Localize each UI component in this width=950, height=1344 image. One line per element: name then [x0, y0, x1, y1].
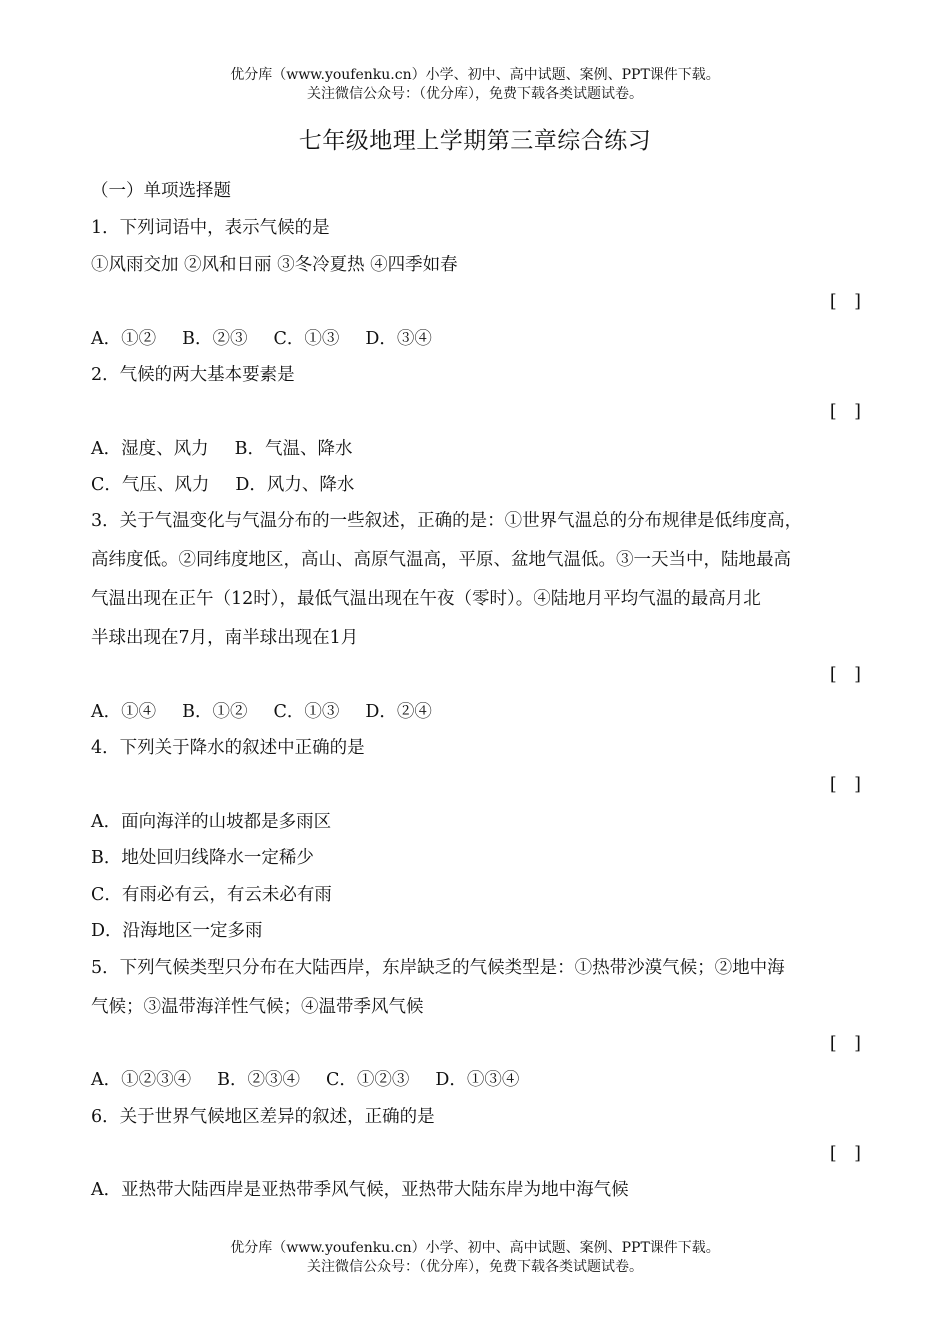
q1-options [91, 327, 432, 351]
q1-option-d: D．③④ [365, 329, 432, 349]
q4-option-d: D．沿海地区一定多雨 [91, 921, 263, 941]
q6-option-a: A．亚热带大陆西岸是亚热带季风气候，亚热带大陆东岸为地中海气候 [91, 1180, 629, 1200]
q2-stem: 2．气候的两大基本要素是 [91, 365, 295, 385]
q3-options [91, 700, 432, 724]
page-footer [0, 1239, 950, 1277]
q2-option-a: A．湿度、风力 [91, 439, 209, 459]
q1-items: ①风雨交加 ②风和日丽 ③冬冷夏热 ④四季如春 [91, 255, 458, 275]
q1-option-a: A．①② [91, 329, 157, 349]
section-heading: （一）单项选择题 [91, 181, 231, 201]
q4-option-b: B．地处回归线降水一定稀少 [91, 848, 314, 868]
q3-line-2: 高纬度低。②同纬度地区，高山、高原气温高，平原、盆地气温低。③一天当中，陆地最高 [91, 550, 791, 570]
q5-line-2: 气候；③温带海洋性气候；④温带季风气候 [91, 997, 424, 1017]
q4-stem: 4．下列关于降水的叙述中正确的是 [91, 738, 365, 758]
q5-option-d: D．①③④ [435, 1070, 520, 1090]
q1-option-c: C．①③ [273, 329, 340, 349]
q2-option-c: C．气压、风力 [91, 475, 210, 495]
q4-answer-bracket: [ ] [829, 775, 861, 795]
q3-option-b: B．①② [182, 702, 248, 722]
q3-line-1: 3．关于气温变化与气温分布的一些叙述，正确的是：①世界气温总的分布规律是低纬度高， [91, 511, 803, 531]
q5-option-a: A．①②③④ [91, 1070, 192, 1090]
footer-line-1: 优分库（www.youfenku.cn）小学、初中、高中试题、案例、PPT课件下载。 [230, 1240, 720, 1256]
q2-option-d: D．风力、降水 [235, 475, 355, 495]
q1-option-b: B．②③ [182, 329, 248, 349]
q5-answer-bracket: [ ] [829, 1034, 861, 1054]
q1-stem: 1．下列词语中，表示气候的是 [91, 218, 330, 238]
q5-option-b: B．②③④ [217, 1070, 301, 1090]
q5-options [91, 1068, 519, 1092]
footer-line-2: 关注微信公众号：（优分库），免费下载各类试题试卷。 [307, 1259, 643, 1275]
q5-option-c: C．①②③ [326, 1070, 410, 1090]
q2-options-row2 [91, 473, 354, 497]
q2-options-row1 [91, 437, 353, 461]
q4-option-c: C．有雨必有云，有云未必有雨 [91, 885, 332, 905]
q3-line-3: 气温出现在正午（12时），最低气温出现在午夜（零时）。④陆地月平均气温的最高月北 [91, 589, 761, 609]
page-title: 七年级地理上学期第三章综合练习 [298, 128, 652, 154]
q4-option-a: A．面向海洋的山坡都是多雨区 [91, 812, 332, 832]
q3-option-a: A．①④ [91, 702, 157, 722]
q2-option-b: B．气温、降水 [234, 439, 353, 459]
q6-answer-bracket: [ ] [829, 1144, 861, 1164]
q5-line-1: 5．下列气候类型只分布在大陆西岸，东岸缺乏的气候类型是：①热带沙漠气候；②地中海 [91, 958, 785, 978]
q3-option-d: D．②④ [365, 702, 432, 722]
q3-line-4: 半球出现在7月，南半球出现在1月 [91, 628, 359, 648]
q3-option-c: C．①③ [273, 702, 340, 722]
page-header [0, 66, 950, 104]
q2-answer-bracket: [ ] [829, 402, 861, 422]
q3-answer-bracket: [ ] [829, 665, 861, 685]
header-line-2: 关注微信公众号：（优分库），免费下载各类试题试卷。 [307, 86, 643, 102]
header-line-1: 优分库（www.youfenku.cn）小学、初中、高中试题、案例、PPT课件下载。 [230, 67, 720, 83]
q1-answer-bracket: [ ] [829, 292, 861, 312]
q6-stem: 6．关于世界气候地区差异的叙述，正确的是 [91, 1107, 435, 1127]
